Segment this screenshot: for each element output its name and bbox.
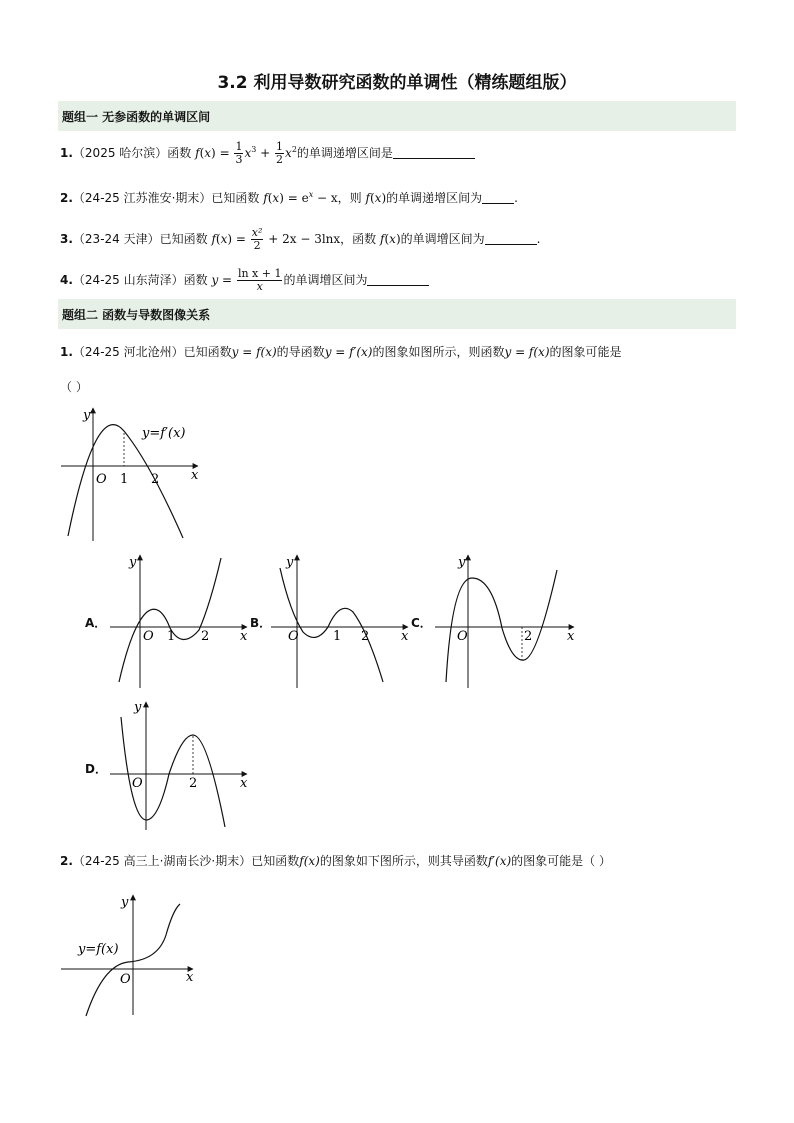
svg-text:1: 1 — [167, 629, 176, 644]
svg-text:O: O — [288, 629, 299, 644]
question-1-2: 2.（24-25 江苏淮安·期末）已知函数 $f(x) = e^x - x$，则 f(x)的单调递增区间为 . — [60, 190, 518, 205]
svg-text:1: 1 — [333, 629, 342, 644]
svg-text:x: x — [240, 776, 248, 791]
option-a-graph[interactable] — [107, 550, 252, 690]
svg-text:2: 2 — [201, 629, 210, 644]
svg-text:2: 2 — [361, 629, 370, 644]
tick-label: 2 — [151, 472, 160, 487]
option-c-label[interactable]: C． — [411, 616, 432, 630]
answer-blank[interactable] — [482, 191, 514, 204]
option-c-graph[interactable] — [432, 550, 580, 690]
y-label: y — [83, 408, 91, 423]
math-x: x — [204, 146, 212, 160]
svg-text:2: 2 — [524, 629, 533, 644]
question-1-1: 1.（2025 哈尔滨）函数 f(x) = $\frac{1}{3}$ $x^3$ + $\frac{1}{2}$ $x^2$的单调递增区间是 — [60, 141, 475, 166]
figure-derivative-graph — [58, 403, 208, 543]
tick-label: 1 — [120, 472, 129, 487]
svg-text:O: O — [143, 629, 154, 644]
page-title: 3.2 利用导数研究函数的单调性（精练题组版） — [217, 73, 577, 93]
svg-text:y: y — [458, 555, 466, 570]
question-number: 3. — [60, 232, 73, 246]
svg-text:y=f(x): y=f(x) — [78, 942, 119, 957]
math-f: f — [195, 146, 200, 160]
fraction: $\frac{1}{2}$ — [276, 140, 284, 166]
svg-text:x: x — [401, 629, 409, 644]
answer-blank[interactable] — [393, 146, 475, 159]
svg-text:x: x — [240, 629, 248, 644]
section-header-group2 — [58, 299, 736, 329]
svg-text:O: O — [132, 776, 143, 791]
svg-text:O: O — [457, 629, 468, 644]
option-b-graph[interactable] — [268, 550, 413, 690]
fraction: $\frac{\text{ln x + 1}}{x}$ — [237, 267, 282, 293]
svg-text:x: x — [186, 970, 194, 985]
math-eq: = — [219, 146, 230, 160]
question-source: （24-25 山东菏泽） — [72, 273, 184, 287]
question-number: 1. — [60, 345, 73, 359]
section-title: 题组一 无参函数的单调区间 — [62, 110, 211, 124]
figure-function-graph — [58, 890, 203, 1020]
svg-text:O: O — [120, 972, 131, 987]
answer-paren: （ ） — [60, 380, 88, 394]
svg-text:x: x — [567, 629, 575, 644]
svg-text:y: y — [286, 555, 294, 570]
question-2-1: 1.（24-25 河北沧州）已知函数y = f(x)的导函数y = f′(x)的图象如图所示，则函数y = f(x)的图象可能是 — [60, 345, 622, 359]
curve — [119, 558, 221, 682]
question-source: （23-24 天津） — [72, 232, 160, 246]
question-number: 2. — [60, 854, 73, 868]
option-d-graph[interactable] — [107, 697, 252, 832]
question-1-3: 3.（23-24 天津）已知函数 f(x) = $\frac{\text{x²}}{2}$ + 2x − 3lnx，函数 f(x)的单调增区间为 . — [60, 226, 541, 252]
fraction: $\frac{1}{3}$ — [235, 140, 243, 166]
curve-label: y=f′(x) — [142, 426, 186, 441]
section-header-group1 — [58, 101, 736, 131]
svg-text:2: 2 — [189, 776, 198, 791]
question-source: （24-25 河北沧州） — [72, 345, 184, 359]
question-source: （24-25 高三上·湖南长沙·期末） — [72, 854, 252, 868]
question-source: （2025 哈尔滨） — [72, 146, 168, 160]
option-a-label[interactable]: A． — [85, 616, 107, 630]
question-number: 4. — [60, 273, 73, 287]
svg-text:y: y — [121, 895, 129, 910]
section-title: 题组二 函数与导数图像关系 — [62, 308, 211, 322]
option-d-label[interactable]: D． — [85, 762, 107, 776]
x-label: x — [191, 468, 199, 483]
fraction: $\frac{\text{x²}}{2}$ — [251, 226, 263, 252]
curve — [446, 570, 557, 682]
answer-blank[interactable] — [485, 232, 537, 245]
question-2-2: 2.（24-25 高三上·湖南长沙·期末）已知函数f(x)的图象如下图所示，则其导函数f′(x)的图象可能是（ ） — [60, 854, 611, 868]
question-number: 2. — [60, 191, 73, 205]
svg-text:y: y — [134, 700, 142, 715]
curve — [280, 568, 383, 682]
question-source: （24-25 江苏淮安·期末） — [72, 191, 212, 205]
option-b-label[interactable]: B． — [250, 616, 272, 630]
svg-text:y: y — [129, 555, 137, 570]
question-1-4: 4.（24-25 山东菏泽）函数 y = $\frac{\text{ln x + 1}}{x}$ 的单调增区间为 — [60, 268, 429, 293]
origin-label: O — [96, 472, 107, 487]
question-text: 函数 — [167, 146, 192, 160]
question-number: 1. — [60, 146, 73, 160]
curve — [121, 717, 225, 827]
answer-blank[interactable] — [367, 273, 429, 286]
